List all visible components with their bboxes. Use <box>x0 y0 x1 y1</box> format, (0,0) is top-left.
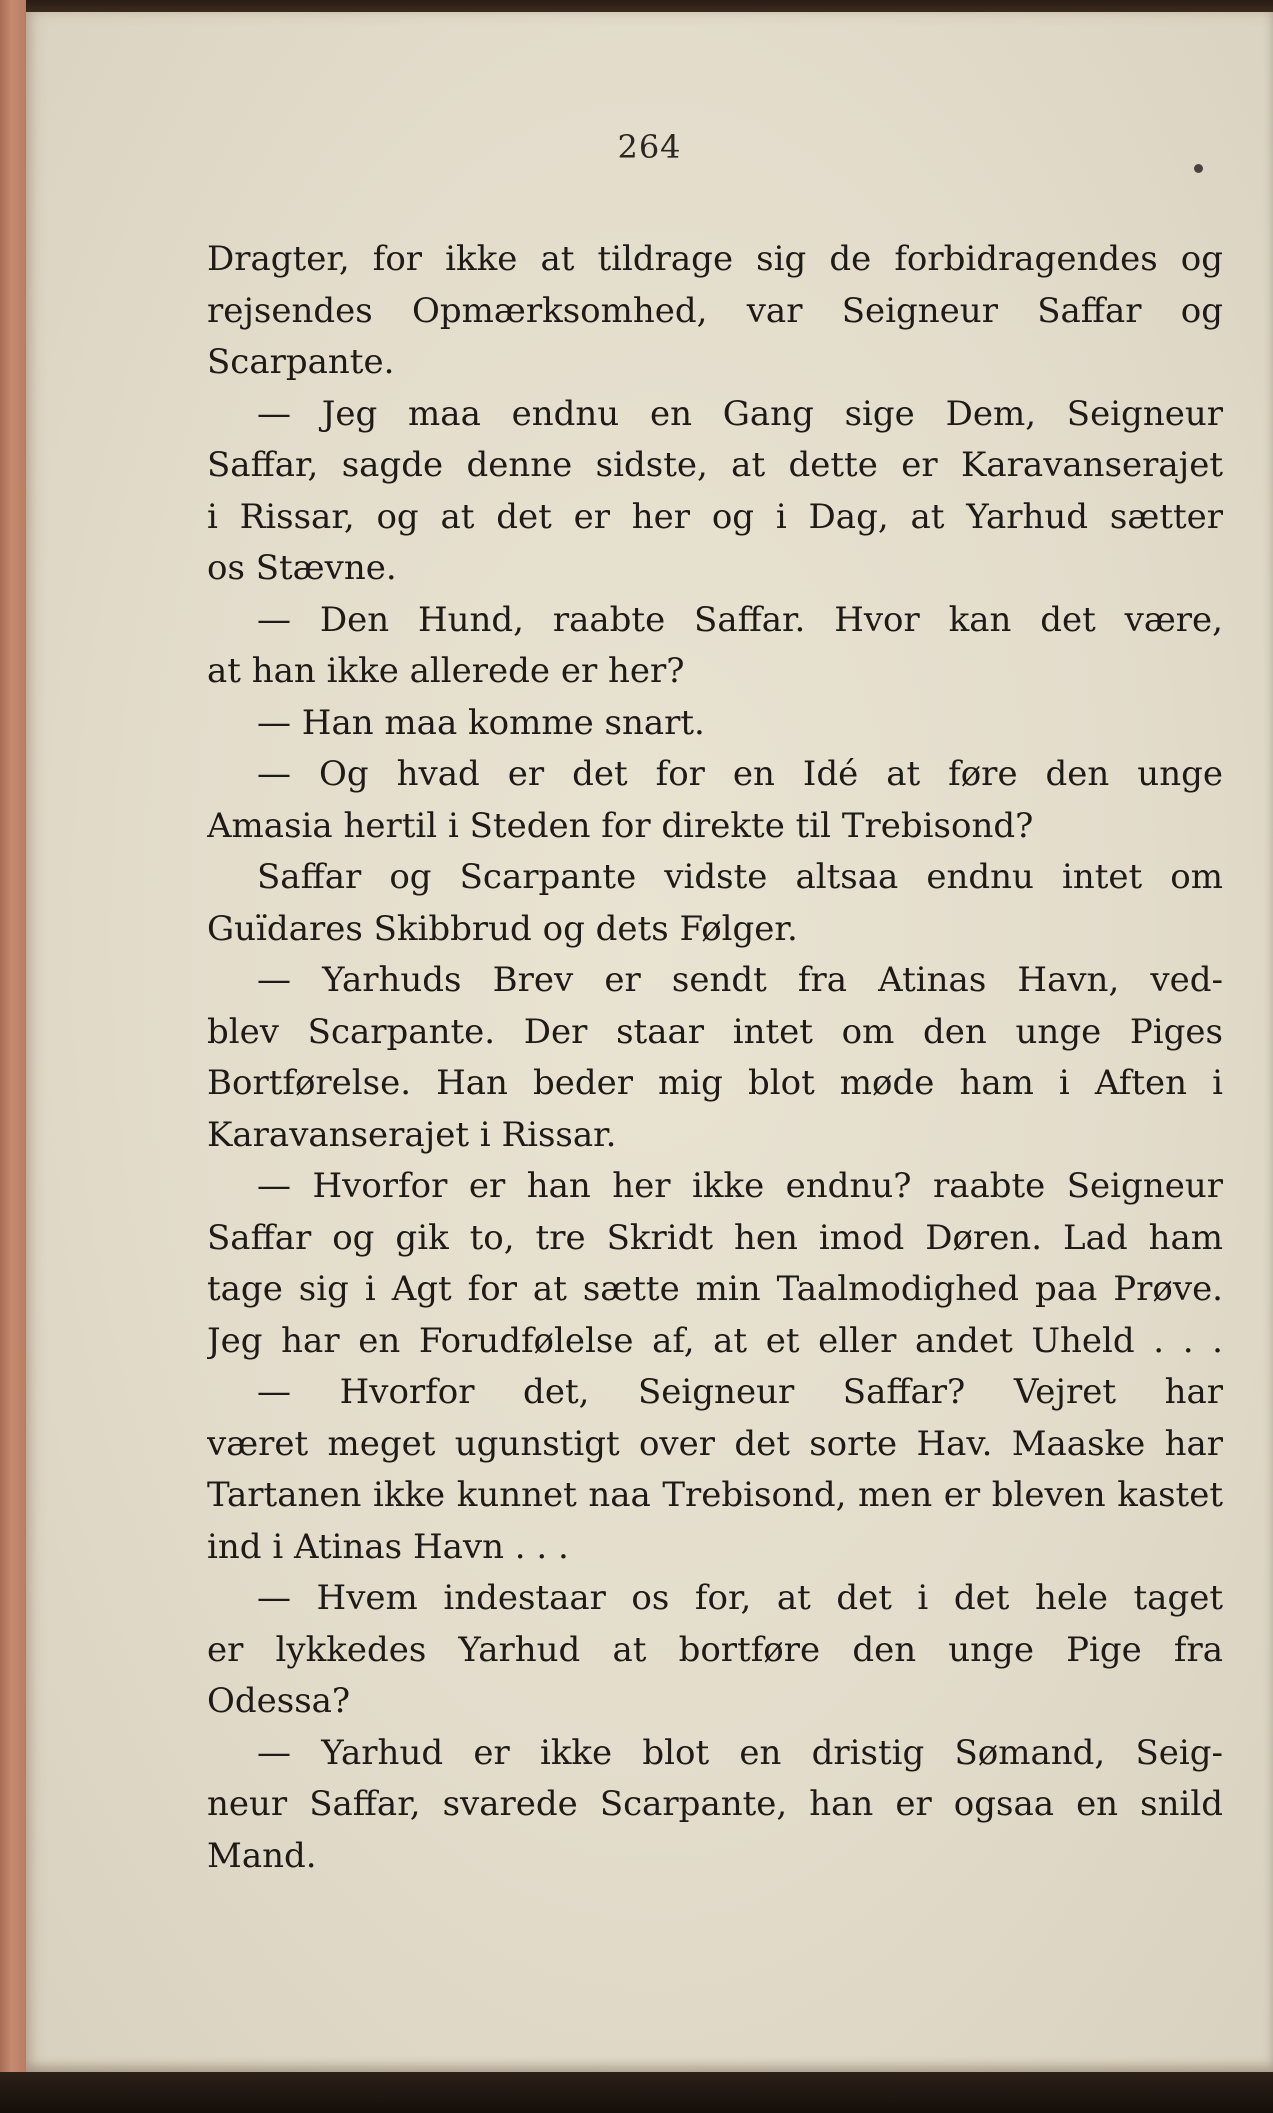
book-page-edges <box>0 0 26 2113</box>
text-line: været meget ugunstigt over det sorte Hav. Maaske har <box>207 1423 1223 1464</box>
book-page <box>26 12 1273 2072</box>
text-line: — Yarhuds Brev er sendt fra Atinas Havn, ved- <box>257 960 1223 1000</box>
text-line: Mand. <box>207 1835 317 1876</box>
text-line: Saffar, sagde denne sidste, at dette er Karavanserajet <box>207 445 1223 485</box>
text-line: blev Scarpante. Der staar intet om den unge Piges <box>207 1011 1223 1052</box>
text-line: Dragter, for ikke at tildrage sig de forbidragendes og <box>207 239 1223 279</box>
text-line: Guïdares Skibbrud og dets Følger. <box>207 908 798 949</box>
text-line: Tartanen ikke kunnet naa Trebisond, men er bleven kastet <box>207 1475 1223 1515</box>
text-line: Odessa? <box>207 1681 351 1721</box>
text-line: Jeg har en Forudfølelse af, at et eller andet Uheld . . . <box>207 1320 1223 1361</box>
text-line: Scarpante. <box>207 342 395 382</box>
text-line: er lykkedes Yarhud at bortføre den unge Pige fra <box>207 1629 1223 1670</box>
text-line: Saffar og Scarpante vidste altsaa endnu intet om <box>257 857 1223 897</box>
text-line: — Og hvad er det for en Idé at føre den unge <box>257 754 1223 794</box>
text-line: — Han maa komme snart. <box>257 702 705 743</box>
text-line: neur Saffar, svarede Scarpante, han er ogsaa en snild <box>207 1784 1223 1824</box>
body-text <box>207 234 1223 1882</box>
text-line: — Hvorfor er han her ikke endnu? raabte Seigneur <box>257 1166 1223 1206</box>
text-line: — Den Hund, raabte Saffar. Hvor kan det være, <box>257 599 1223 640</box>
text-line: os Stævne. <box>207 548 397 588</box>
text-line: — Jeg maa endnu en Gang sige Dem, Seigneur <box>257 393 1223 434</box>
ink-speck <box>1194 164 1203 173</box>
text-line: Bortførelse. Han beder mig blot møde ham i Aften i <box>207 1063 1223 1103</box>
text-line: at han ikke allerede er her? <box>207 651 685 691</box>
text-line: tage sig i Agt for at sætte min Taalmodighed paa Prøve. <box>207 1269 1223 1309</box>
page-number: 264 <box>617 128 682 166</box>
book-bottom-edge <box>0 2072 1273 2113</box>
text-line: Amasia hertil i Steden for direkte til Trebisond? <box>207 805 1034 846</box>
text-line: — Yarhud er ikke blot en dristig Sømand, Seig- <box>257 1732 1223 1773</box>
text-line: — Hvorfor det, Seigneur Saffar? Vejret har <box>257 1372 1223 1412</box>
book-top-edge <box>0 0 1273 12</box>
text-line: i Rissar, og at det er her og i Dag, at Yarhud sætter <box>207 496 1223 537</box>
text-line: Karavanserajet i Rissar. <box>207 1114 617 1155</box>
text-line: Saffar og gik to, tre Skridt hen imod Døren. Lad ham <box>207 1217 1223 1258</box>
text-line: — Hvem indestaar os for, at det i det hele taget <box>257 1578 1223 1618</box>
text-line: rejsendes Opmærksomhed, var Seigneur Saffar og <box>207 290 1223 331</box>
text-line: ind i Atinas Havn . . . <box>207 1526 569 1567</box>
